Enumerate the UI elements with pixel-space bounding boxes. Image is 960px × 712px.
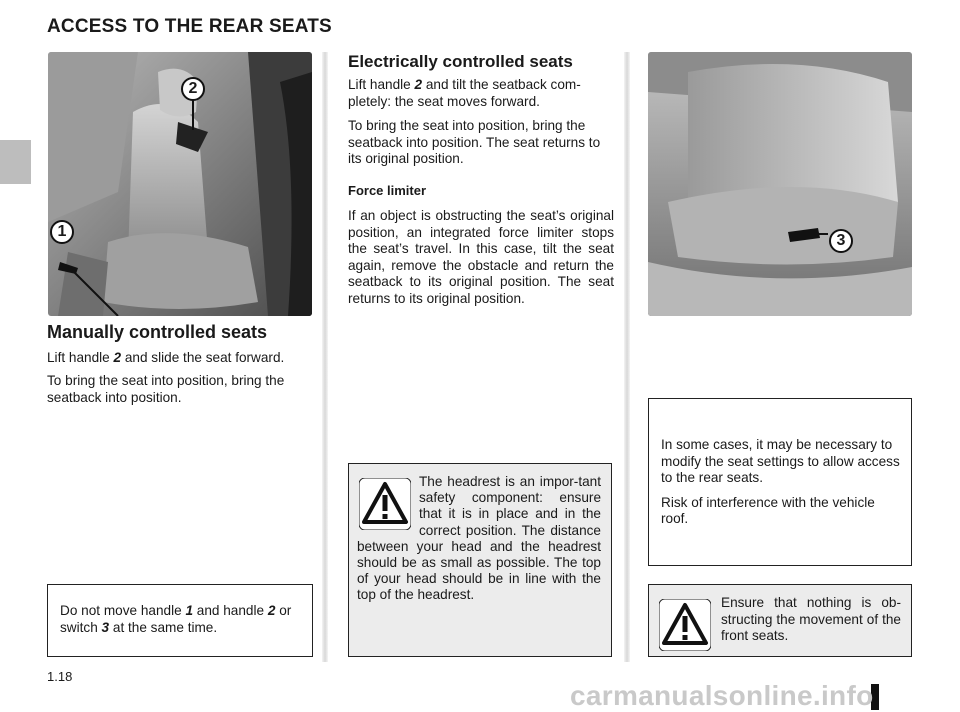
watermark: carmanualsonline.info	[570, 680, 874, 711]
page-title: ACCESS TO THE REAR SEATS	[47, 16, 332, 37]
settings-note-text-2: Risk of interference with the vehicle roof.	[661, 494, 875, 526]
settings-note-text-1: In some cases, it may be necessary to modify the seat settings to allow access to the rear seats.	[661, 437, 900, 485]
force-limiter-text: If an object is obstructing the seat’s original position, an integrated force limiter stops the seat’s travel. In this case, tilt the seat again, remove the obstacle and return the seatback to its original position. The seat returns to its original position.	[348, 208, 614, 306]
column-divider	[322, 52, 328, 662]
electric-seats-step-2: To bring the seat into position, bring the seatback into position. The seat returns to its original position.	[348, 118, 601, 166]
warning-icon	[359, 478, 411, 530]
manual-seats-heading: Manually controlled seats	[47, 322, 268, 342]
settings-note-box	[648, 398, 912, 566]
callout-2: 2	[181, 77, 205, 101]
seat-photo-electric	[648, 52, 912, 316]
front-seats-warning-text: Ensure that nothing is ob-structing the movement of the front seats.	[721, 595, 901, 643]
page-number: 1.18	[47, 669, 73, 684]
column-divider	[624, 52, 630, 662]
callout-3: 3	[829, 229, 853, 253]
electric-seats-heading: Electrically controlled seats	[348, 52, 573, 71]
handle-note-box	[47, 584, 313, 657]
front-seats-warning-box	[648, 584, 912, 657]
seat-photo-manual	[48, 52, 312, 316]
callout-1: 1	[50, 220, 74, 244]
chapter-tab	[0, 140, 31, 184]
handle-note-text: Do not move handle 1 and handle 2 or switch 3 at the same time.	[60, 603, 292, 635]
headrest-warning-text: The headrest is an impor-tant safety component: ensure that it is in place and in the correct position. The distance between your head and the headrest should be as small as possible. The top of your head should be in line with the top of the headrest.	[357, 474, 601, 603]
manual-seats-step-2: To bring the seat into position, bring the seatback into position.	[47, 373, 285, 405]
headrest-warning-box	[348, 463, 612, 657]
electric-seats-step-1: Lift handle 2 and tilt the seatback com-pletely: the seat moves forward.	[348, 77, 581, 109]
warning-icon	[659, 599, 711, 651]
manual-seats-step-1: Lift handle 2 and slide the seat forward.	[47, 350, 285, 365]
force-limiter-heading: Force limiter	[348, 183, 427, 198]
